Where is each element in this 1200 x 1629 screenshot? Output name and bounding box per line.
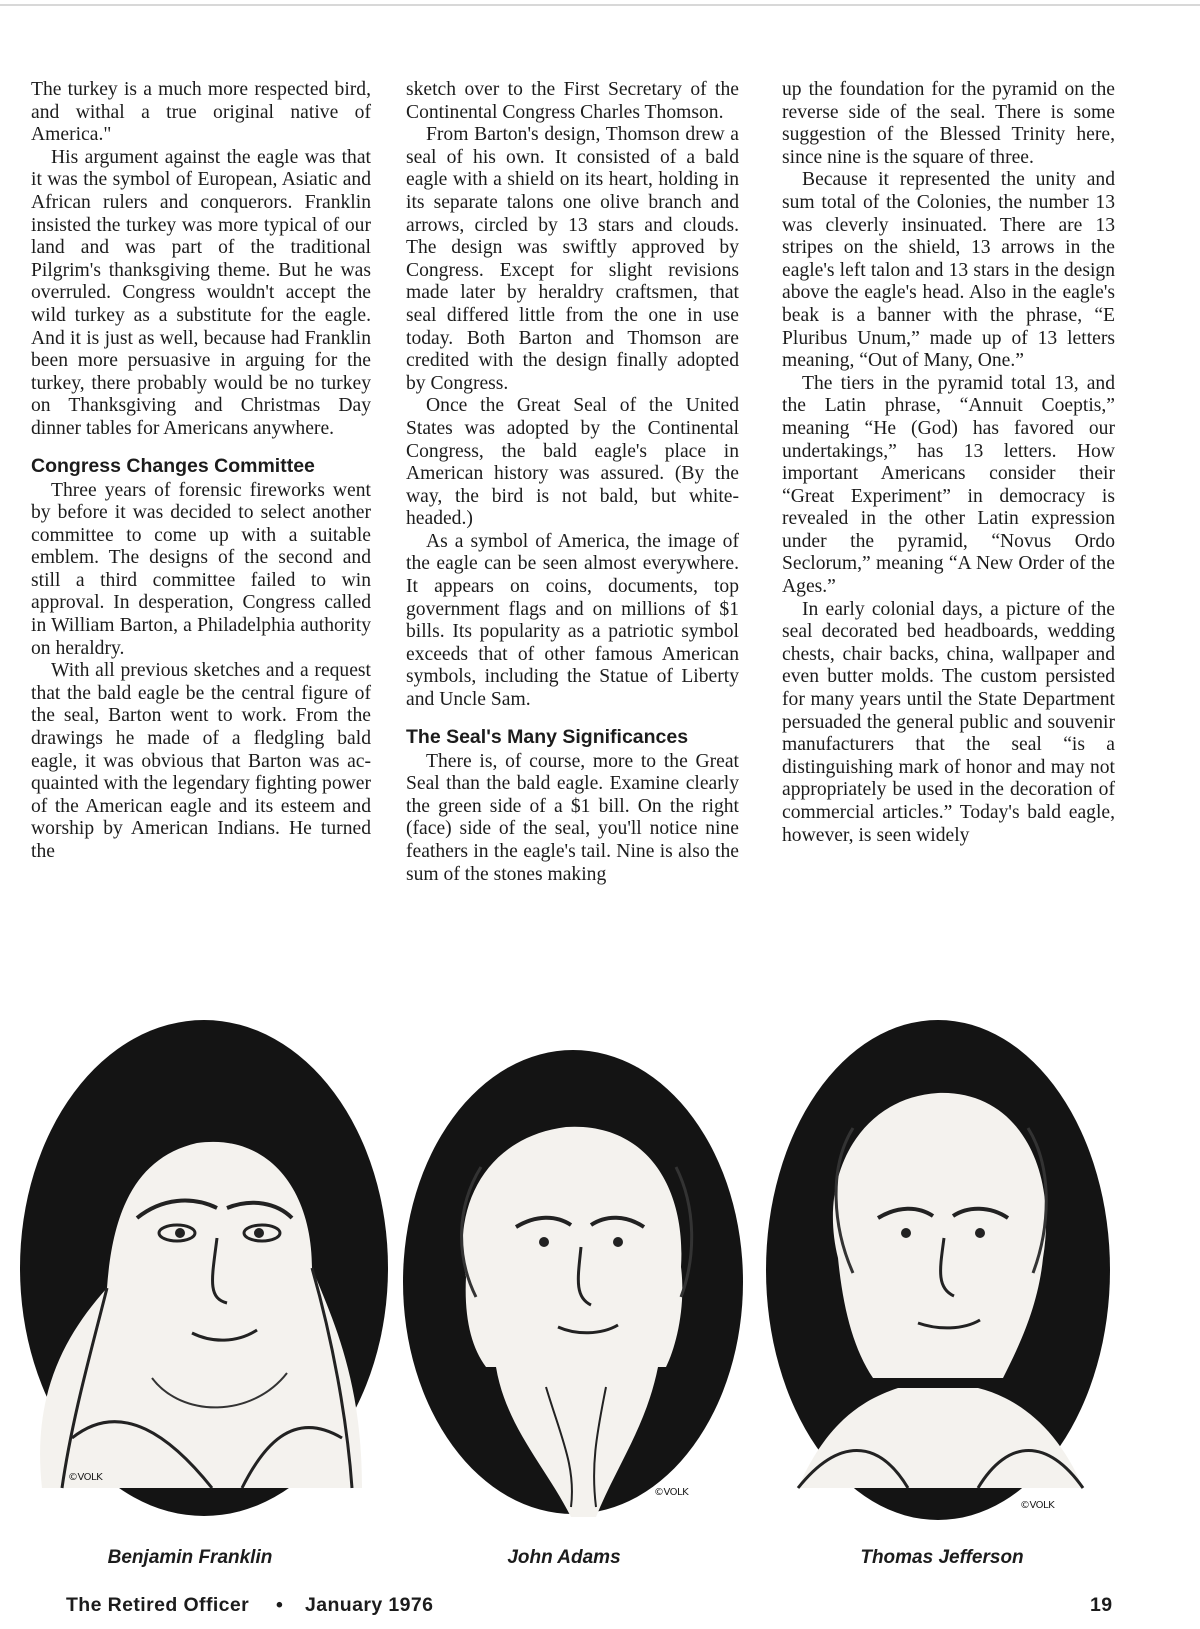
footer-date: January 1976: [305, 1594, 434, 1616]
franklin-illustration: [12, 1018, 397, 1518]
article-column-3: [782, 79, 1115, 847]
section-heading: The Seal's Many Significances: [406, 725, 689, 748]
portrait-benjamin-franklin: [12, 1018, 397, 1518]
paragraph: The turkey is a much more respected bird, and withal a true original native of America.": [31, 79, 371, 146]
paragraph: His argument against the eagle was that it was the symbol of European, Asiatic and African rulers and conquerors. Franklin insisted the turkey was more typical of our land and was part of the traditional Pilgrim's thanksgiving theme. But he was overruled. Congress wouldn't accept the wild turkey as a substitute for the eagle. And it is just as well, because had Franklin been more persuasive in arguing for the turkey, there probably would be no turkey on Thanksgiving and Christmas Day dinner tables for Americans anywhere.: [31, 146, 371, 439]
portrait-thomas-jefferson: [758, 1018, 1118, 1523]
paragraph: There is, of course, more to the Great Seal than the bald eagle. Examine clearly the green side of a $1 bill. On the right (face) side of the seal, you'll notice nine feathers in the eagle's tail. Nine is also the sum of the stones making: [406, 750, 739, 885]
paragraph: From Barton's design, Thomson drew a seal of his own. It consisted of a bald eagle with a shield on its heart, holding in its separate talons one olive branch and arrows, circled by 13 stars and clouds. The design was swiftly approved by Congress. Except for slight revisions made later by heraldry craftsmen, that seal differed little from the one in use today. Both Barton and Thomson are credited with the design finally adopted by Congress.: [406, 124, 739, 394]
paragraph: In early colonial days, a picture of the seal decorated bed headboards, wedding chests, chair backs, china, wallpaper and even butter molds. The custom persisted for many years until the State Department persuaded the general public and souvenir manufacturers that the seal “is a distinguishing mark of honor and may not appropriately be used in the decoration of commercial articles.” Today's bald eagle, however, is seen widely: [782, 598, 1115, 846]
footer-publication: The Retired Officer: [66, 1594, 250, 1616]
paragraph: Because it represented the unity and sum total of the Colonies, the number 13 was cleverly insinuated. There are 13 stripes on the shield, 13 arrows in the eagle's left talon and 13 stars in the design above the eagle's head. Also in the eagle's beak is a banner with the phrase, “E Pluribus Unum,” made up of 13 letters meaning, “Out of Many, One.”: [782, 169, 1115, 372]
artist-signature: ©VOLK: [654, 1487, 689, 1498]
paragraph: The tiers in the pyramid total 13, and the Latin phrase, “Annuit Coeptis,” meaning “He (God) has favored our undertakings,” has 13 letters. How important Americans consider their “Great Experiment” in democracy is revealed in the other Latin expression under the pyramid, “Novus Ordo Seclorum,” meaning “A New Order of the Ages.”: [782, 372, 1115, 598]
paragraph: sketch over to the First Secretary of the Continental Congress Charles Thomson.: [406, 79, 739, 123]
artist-signature: ©VOLK: [68, 1472, 103, 1483]
paragraph: Three years of forensic fireworks went by before it was decided to select another committee to come up with a suitable emblem. The designs of the second and still a third committee failed to win approval. In desperation, Congress called in William Barton, a Philadelphia authority on heraldry.: [31, 479, 371, 659]
caption-benjamin-franklin: Benjamin Franklin: [107, 1547, 273, 1568]
article-column-2: [406, 79, 739, 886]
article-column-1: [31, 79, 371, 864]
paragraph: As a symbol of America, the image of the eagle can be seen almost everywhere. It appears on coins, documents, top government flags and on millions of $1 bills. Its popularity as a patriotic symbol exceeds that of other famous American symbols, including the Statue of Liberty and Uncle Sam.: [406, 530, 739, 711]
paragraph: Once the Great Seal of the United States was adopted by the Continental Congress, the bald eagle's place in American history was assured. (By the way, the bird is not bald, but white-headed.): [406, 395, 739, 530]
paragraph: up the foundation for the pyramid on the reverse side of the seal. There is some suggestion of the Blessed Trinity here, since nine is the square of three.: [782, 79, 1115, 168]
section-heading: Congress Changes Committee: [31, 454, 315, 477]
artist-signature: ©VOLK: [1020, 1500, 1055, 1511]
footer-separator: •: [276, 1594, 284, 1616]
paragraph: With all previous sketches and a request that the bald eagle be the central figure of the seal, Barton went to work. From the drawings he made of a fledgling bald eagle, it was obvious that Barton was acquainted with the legendary fighting power of the American eagle and its esteem and worship by American Indians. He turned the: [31, 660, 371, 862]
page-number: 19: [1090, 1594, 1113, 1616]
jefferson-illustration: [758, 1018, 1118, 1523]
portrait-john-adams: [396, 1047, 751, 1517]
caption-thomas-jefferson: Thomas Jefferson: [860, 1547, 1024, 1568]
caption-john-adams: John Adams: [507, 1547, 621, 1568]
adams-illustration: [396, 1047, 751, 1517]
page-top-edge: [0, 4, 1200, 6]
